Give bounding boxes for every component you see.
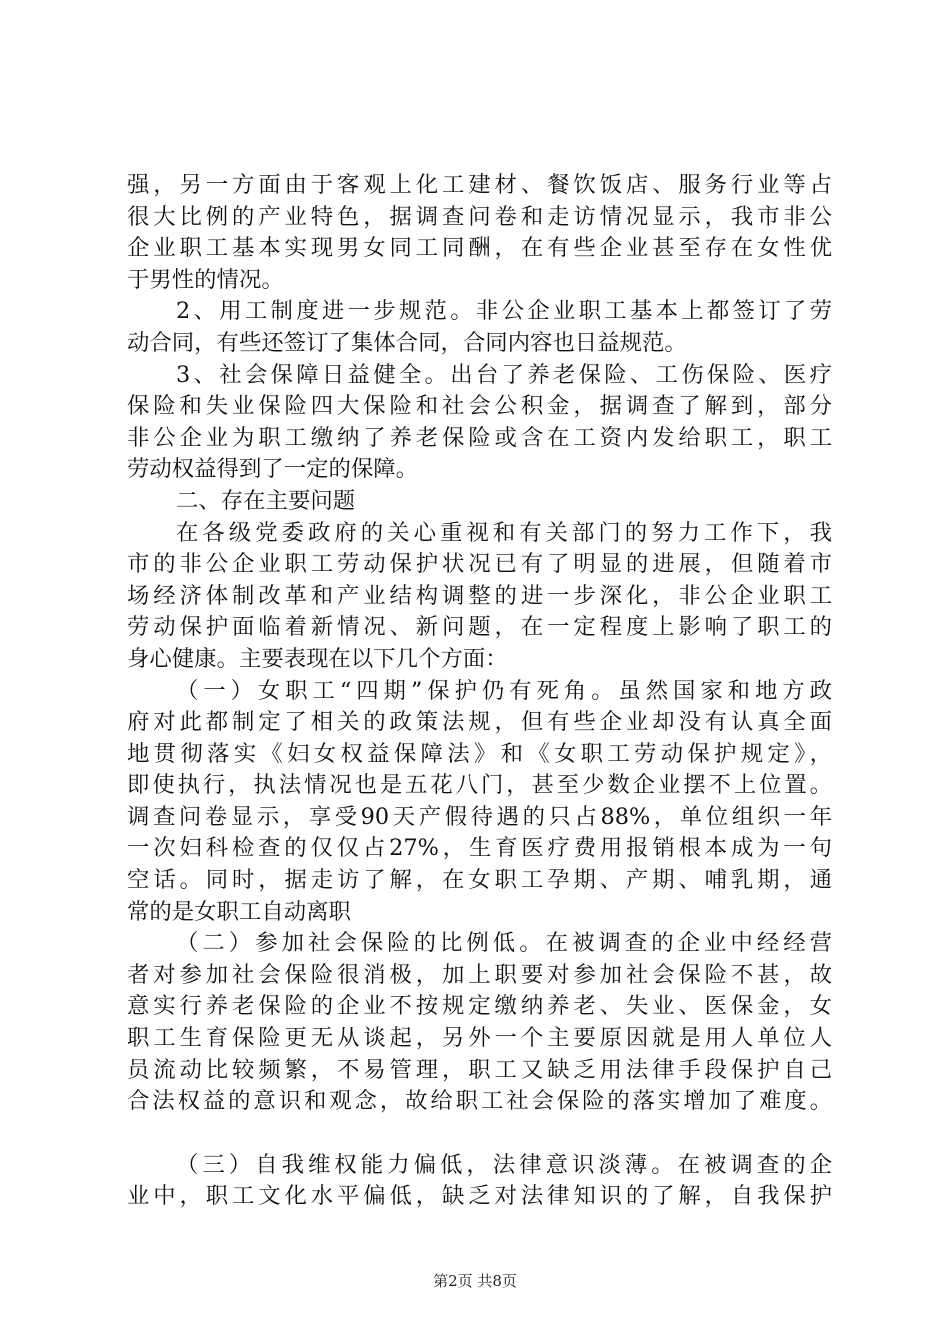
text-line: 员流动比较频繁，不易管理，职工又缺乏用法律手段保护自己 (127, 1056, 832, 1083)
text-line: 很大比例的产业特色，据调查问卷和走访情况显示，我市非公 (127, 203, 832, 230)
text-line: 空话。同时，据走访了解，在女职工孕期、产期、哺乳期，通 (127, 867, 832, 894)
text-line: （二）参加社会保险的比例低。在被调查的企业中经经营 (176, 930, 832, 957)
text-line: 府对此都制定了相关的政策法规，但有些企业却没有认真全面 (127, 709, 832, 736)
text-line: 场经济体制改革和产业结构调整的进一步深化，非公企业职工 (127, 582, 832, 609)
text-line: 保险和失业保险四大保险和社会公积金，据调查了解到，部分 (127, 393, 832, 420)
page-footer: 第2页 共8页 (433, 1272, 517, 1290)
text-line: 即使执行，执法情况也是五花八门，甚至少数企业摆不上位置。 (127, 772, 832, 799)
text-line: 动合同，有些还签订了集体合同，合同内容也日益规范。 (127, 329, 687, 356)
text-line: 地贯彻落实《妇女权益保障法》和《女职工劳动保护规定》， (127, 740, 832, 767)
text-line: 职工生育保险更无从谈起，另外一个主要原因就是用人单位人 (127, 1025, 832, 1052)
text-line: 者对参加社会保险很消极，加上职要对参加社会保险不甚，故 (127, 961, 832, 988)
text-line: 3、社会保障日益健全。出台了养老保险、工伤保险、医疗 (176, 361, 832, 388)
text-line: 业中，职工文化水平偏低，缺乏对法律知识的了解，自我保护 (127, 1183, 832, 1210)
text-line: 2、用工制度进一步规范。非公企业职工基本上都签订了劳 (176, 298, 832, 325)
text-line: 市的非公企业职工劳动保护状况已有了明显的进展，但随着市 (127, 551, 832, 578)
text-line: 强，另一方面由于客观上化工建材、餐饮饭店、服务行业等占 (127, 172, 832, 198)
text-line: 身心健康。主要表现在以下几个方面： (127, 645, 508, 672)
paragraph-gap (127, 1118, 832, 1150)
text-line: 劳动保护面临着新情况、新问题，在一定程度上影响了职工的 (127, 614, 832, 641)
document-body (127, 170, 832, 1213)
text-line: 合法权益的意识和观念，故给职工社会保险的落实增加了难度。 (127, 1088, 832, 1115)
text-line: （三）自我维权能力偏低，法律意识淡薄。在被调查的企 (176, 1151, 832, 1178)
text-line: （一）女职工“四期”保护仍有死角。虽然国家和地方政 (176, 677, 832, 704)
text-line: 常的是女职工自动离职 (127, 898, 351, 925)
text-line: 一次妇科检查的仅仅占27%，生育医疗费用报销根本成为一句 (127, 835, 832, 862)
text-line: 意实行养老保险的企业不按规定缴纳养老、失业、医保金，女 (127, 993, 832, 1020)
text-line: 于男性的情况。 (127, 266, 284, 293)
text-line: 在各级党委政府的关心重视和有关部门的努力工作下，我 (176, 519, 832, 546)
text-line: 企业职工基本实现男女同工同酬，在有些企业甚至存在女性优 (127, 235, 832, 262)
text-line: 劳动权益得到了一定的保障。 (127, 456, 419, 483)
text-line: 非公企业为职工缴纳了养老保险或含在工资内发给职工，职工 (127, 424, 832, 451)
text-line: 二、存在主要问题 (176, 487, 356, 514)
text-line: 调查问卷显示，享受90天产假待遇的只占88%，单位组织一年 (127, 803, 832, 830)
